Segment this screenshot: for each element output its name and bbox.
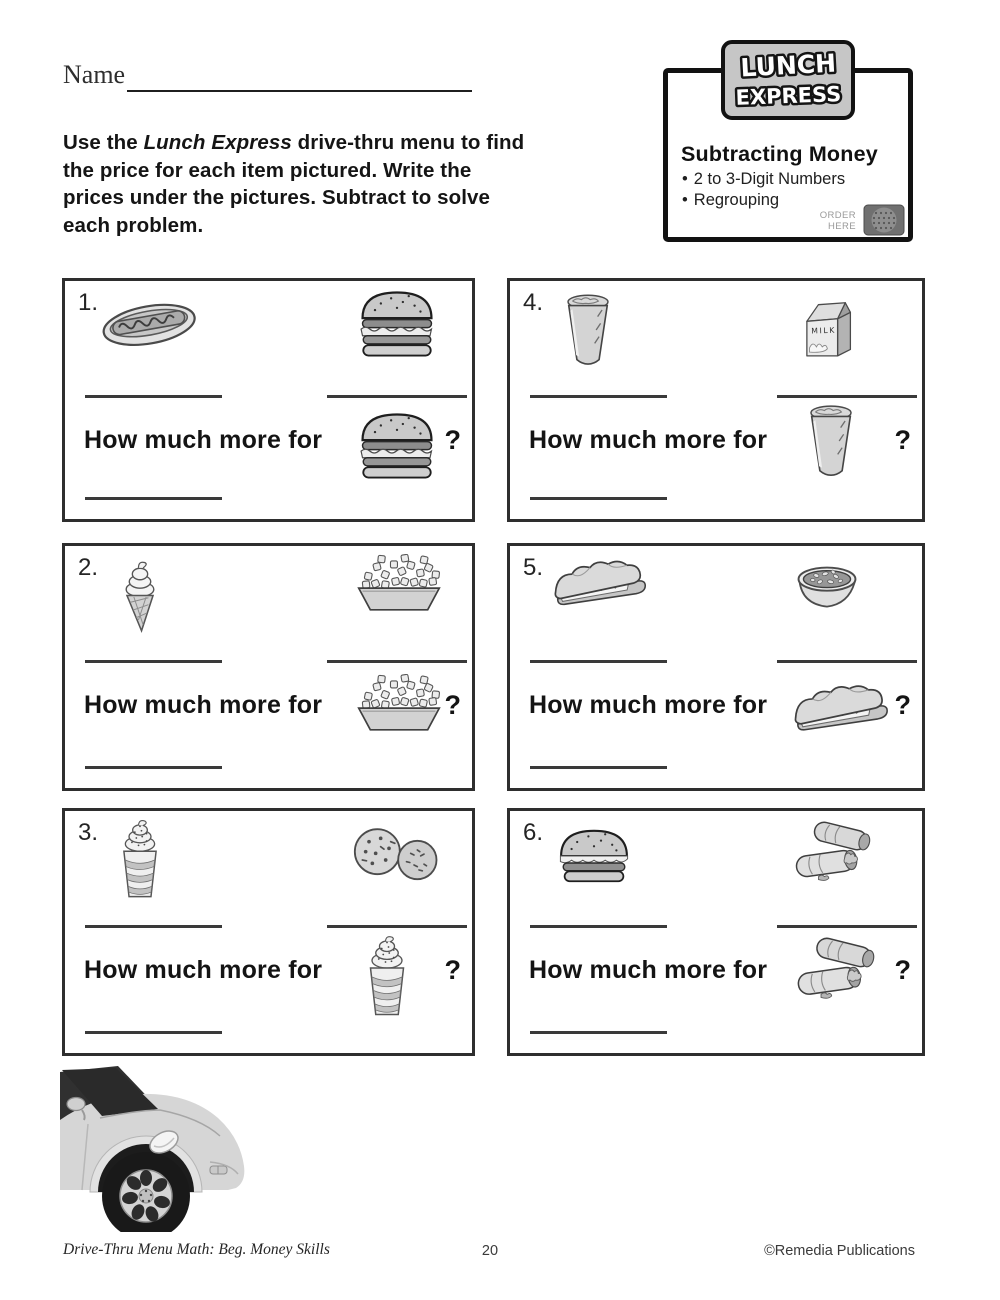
brand-name: Lunch Express	[143, 131, 292, 154]
problem-number: 4.	[523, 289, 544, 316]
answer-blank	[85, 497, 222, 500]
problem-box-3	[62, 808, 475, 1056]
car-photo	[60, 1066, 246, 1232]
problem-box-2	[62, 543, 475, 791]
problem-number: 6.	[523, 819, 544, 846]
problem-box-4	[507, 278, 925, 522]
question-text: How much more for	[84, 691, 323, 719]
answer-blank	[530, 1031, 667, 1034]
answer-blank	[85, 1031, 222, 1034]
price-blank-right	[327, 660, 467, 663]
question-mark: ?	[894, 425, 911, 455]
soda-cup-icon	[805, 403, 857, 479]
lunch-express-logo-tab	[721, 40, 855, 120]
soup-bowl-icon	[788, 556, 866, 620]
footer-publisher: ©Remedia Publications	[764, 1243, 915, 1259]
price-blank-left	[85, 925, 222, 928]
milk-carton-icon	[798, 297, 858, 361]
footer-book-title: Drive-Thru Menu Math: Beg. Money Skills	[63, 1241, 330, 1258]
question-text: How much more for	[529, 956, 768, 984]
question-mark: ?	[894, 690, 911, 720]
footer-page-number: 20	[481, 1243, 499, 1259]
instructions-text	[63, 129, 531, 239]
name-label: Name	[63, 60, 126, 89]
question-text: How much more for	[84, 956, 323, 984]
sign-bullet-1: • 2 to 3-Digit Numbers	[682, 170, 846, 188]
double-hamburger-icon	[353, 287, 441, 361]
sub-sandwich-icon	[790, 678, 892, 736]
answer-blank	[530, 497, 667, 500]
price-blank-left	[85, 660, 222, 663]
problem-box-1	[62, 278, 475, 522]
sub-sandwich-icon	[550, 554, 650, 610]
name-blank-line	[127, 64, 472, 92]
instructions-rest: drive-thru menu to find the price for each item pictured. Write the prices under the pictures. Subtract to solve each problem.	[63, 131, 525, 237]
instructions-lead: Use the	[63, 131, 144, 154]
logo-line1: LUNCH	[739, 48, 837, 83]
question-mark: ?	[444, 425, 461, 455]
sign-title: Subtracting Money	[681, 142, 878, 166]
price-blank-left	[85, 395, 222, 398]
problem-number: 5.	[523, 554, 544, 581]
hamburger-icon	[552, 823, 636, 889]
order-here-label: ORDER HERE	[819, 210, 856, 232]
tater-tots-basket-icon	[351, 554, 447, 616]
problem-number: 3.	[78, 819, 99, 846]
answer-blank	[85, 766, 222, 769]
hot-dog-icon	[95, 293, 203, 355]
double-hamburger-icon	[353, 409, 441, 483]
problem-number: 1.	[78, 289, 99, 316]
price-blank-right	[327, 395, 467, 398]
question-mark: ?	[444, 955, 461, 985]
price-blank-left	[530, 925, 667, 928]
soda-cup-icon	[562, 293, 614, 367]
sign-bullets	[682, 169, 845, 210]
answer-blank	[530, 766, 667, 769]
burritos-icon	[794, 935, 880, 1005]
tater-tots-basket-icon	[351, 674, 447, 736]
question-text: How much more for	[529, 691, 768, 719]
price-blank-left	[530, 395, 667, 398]
question-mark: ?	[444, 690, 461, 720]
sign-bullet-2: • Regrouping	[682, 190, 780, 209]
problem-number: 2.	[78, 554, 99, 581]
question-text: How much more for	[84, 426, 323, 454]
price-blank-right	[327, 925, 467, 928]
price-blank-right	[777, 395, 917, 398]
price-blank-right	[777, 660, 917, 663]
speaker-icon	[863, 204, 905, 236]
price-blank-right	[777, 925, 917, 928]
problem-box-6	[507, 808, 925, 1056]
question-mark: ?	[894, 955, 911, 985]
question-text: How much more for	[529, 426, 768, 454]
problem-box-5	[507, 543, 925, 791]
burritos-icon	[792, 819, 876, 887]
ice-cream-cone-icon	[117, 556, 163, 638]
cookies-icon	[343, 825, 445, 885]
sundae-icon	[113, 819, 167, 901]
lunch-express-logo	[729, 47, 848, 113]
price-blank-left	[530, 660, 667, 663]
logo-line2: EXPRESS	[734, 82, 842, 110]
sundae-icon	[360, 935, 414, 1019]
